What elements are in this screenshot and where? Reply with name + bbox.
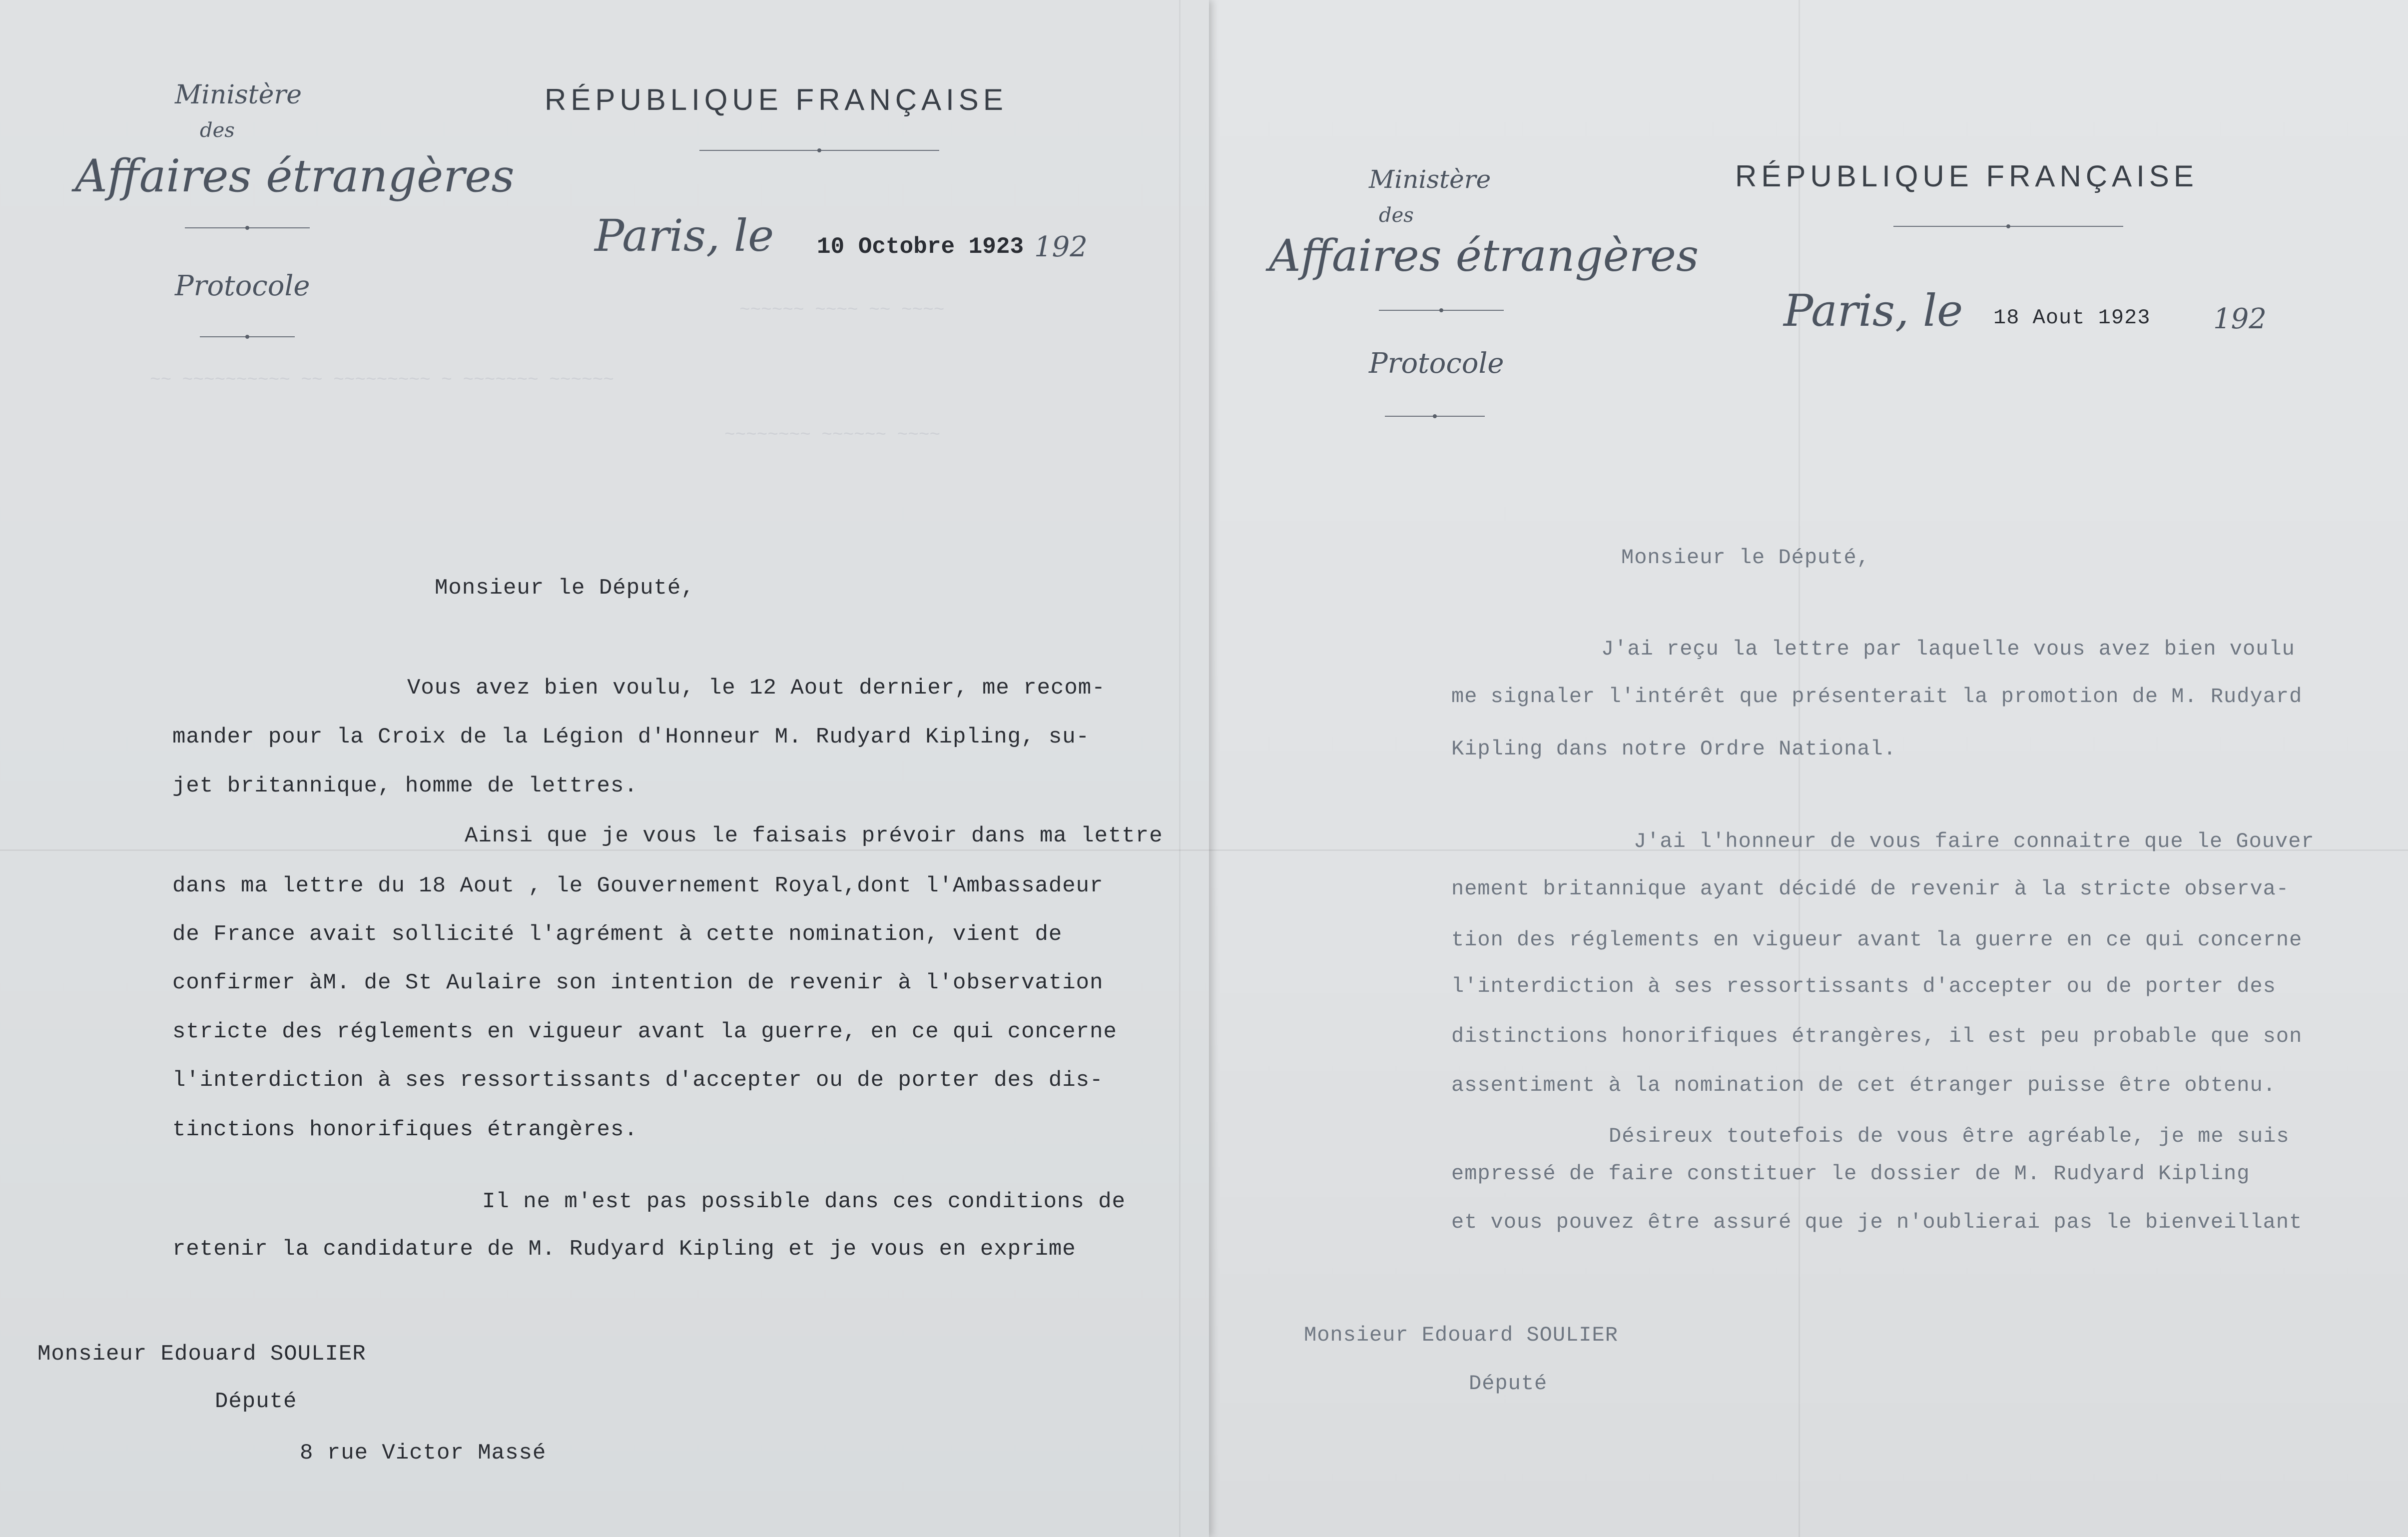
body-line: nement britannique ayant décidé de revenir à la stricte observa- [1451,877,2290,901]
body-line: stricte des réglements en vigueur avant la guerre, en ce qui concerne [172,1019,1117,1044]
divider-dot [1439,308,1443,312]
body-line: mander pour la Croix de la Légion d'Honneur M. Rudyard Kipling, su- [172,725,1090,750]
body-line: assentiment à la nomination de cet étranger puisse être obtenu. [1451,1073,2276,1097]
addressee-name: Monsieur Edouard SOULIER [1304,1323,1618,1347]
ministry-label: Ministère [1369,165,1491,194]
addressee-address: 8 rue Victor Massé [300,1441,547,1466]
service-label: Protocole [175,270,310,302]
salutation: Monsieur le Député, [435,576,695,601]
addressee-title: Député [1469,1372,1548,1396]
letter-right [1199,0,2408,1537]
body-line: l'interdiction à ses ressortissants d'accepter ou de porter des [1451,974,2276,998]
fold-line [0,849,1209,851]
body-line: et vous pouvez être assuré que je n'oublierai pas le bienveillant [1451,1210,2303,1234]
salutation: Monsieur le Député, [1621,546,1870,570]
letter-date: 10 Octobre 1923 [817,234,1024,260]
body-line: confirmer àM. de St Aulaire son intention de revenir à l'observation [172,970,1104,995]
divider-dot [1433,414,1437,418]
fold-line [1179,0,1181,1537]
bleed-through: ~~~~~~ ~~~~ ~~ ~~~~ [739,300,945,320]
body-line: J'ai reçu la lettre par laquelle vous avez bien voulu [1601,637,2295,661]
bleed-through: ~~~~~~~~ ~~~~~~ ~~~~ [724,425,941,445]
ministry-affaires: Affaires étrangères [1269,230,1699,281]
body-line: Kipling dans notre Ordre National. [1451,737,1896,761]
ministry-label: Ministère [175,80,302,110]
body-line: tion des réglements en vigueur avant la guerre en ce qui concerne [1451,928,2303,952]
body-line: J'ai l'honneur de vous faire connaitre que le Gouver [1634,829,2315,853]
body-line: Vous avez bien voulu, le 12 Aout dernier, me recom- [407,676,1106,701]
body-line: empressé de faire constituer le dossier de M. Rudyard Kipling [1451,1162,2250,1186]
divider-dot [245,335,249,339]
body-line: tinctions honorifiques étrangères. [172,1117,638,1142]
divider-dot [817,148,821,152]
body-line: Il ne m'est pas possible dans ces conditions de [482,1189,1126,1214]
place-prefix: Paris, le [595,210,774,261]
divider-dot [2006,224,2010,228]
body-line: de France avait sollicité l'agrément à cette nomination, vient de [172,922,1063,947]
body-line: l'interdiction à ses ressortissants d'accepter ou de porter des dis- [172,1068,1104,1093]
body-line: Désireux toutefois de vous être agréable, je me suis [1609,1124,2290,1148]
body-line: Ainsi que je vous le faisais prévoir dans ma lettre [465,823,1163,848]
body-line: jet britannique, homme de lettres. [172,773,638,798]
bleed-through: ~~ ~~~~~~~~~~ ~~ ~~~~~~~~~ ~ ~~~~~~~ ~~~~~~ [150,370,614,390]
place-prefix: Paris, le [1784,285,1963,336]
service-label: Protocole [1369,347,1504,380]
body-line: distinctions honorifiques étrangères, il est peu probable que son [1451,1024,2303,1048]
date-suffix: 192 [1034,231,1088,263]
fold-line [1799,0,1800,1537]
body-line: retenir la candidature de M. Rudyard Kipling et je vous en exprime [172,1237,1076,1262]
body-line: me signaler l'intérêt que présenterait la promotion de M. Rudyard [1451,685,2303,709]
ministry-des: des [1379,204,1414,227]
letter-date: 18 Aout 1923 [1993,306,2151,330]
date-suffix: 192 [2213,303,2267,335]
republique-header: RÉPUBLIQUE FRANÇAISE [1735,159,2198,193]
ministry-des: des [200,119,235,142]
divider-dot [245,226,249,230]
addressee-title: Député [215,1389,297,1414]
body-line: dans ma lettre du 18 Aout , le Gouvernement Royal,dont l'Ambassadeur [172,873,1104,898]
republique-header: RÉPUBLIQUE FRANÇAISE [545,83,1008,116]
ministry-affaires: Affaires étrangères [75,150,515,202]
addressee-name: Monsieur Edouard SOULIER [37,1342,366,1367]
